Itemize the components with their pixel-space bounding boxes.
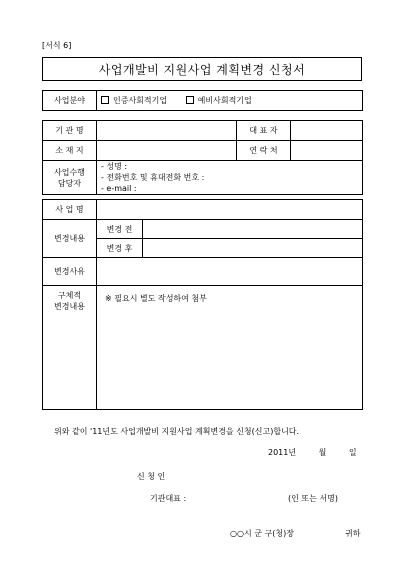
contact-field[interactable] — [291, 141, 363, 161]
change-details-table — [42, 199, 363, 410]
detail-note: ※ 필요시 별도 작성하여 첨부 — [105, 294, 207, 303]
after-field[interactable] — [143, 239, 363, 258]
applicant-info-table — [42, 90, 363, 195]
institution-rep-label: 기관대표 : — [150, 494, 187, 503]
manager-email-line: - e-mail : — [101, 184, 137, 193]
before-field[interactable] — [143, 220, 363, 239]
change-content-label: 변경내용 — [43, 220, 97, 258]
org-name-label: 기 관 명 — [43, 121, 97, 141]
before-label: 변경 전 — [97, 220, 143, 239]
applicant-label: 신 청 인 — [137, 472, 166, 481]
date-month: 월 — [318, 448, 327, 457]
contact-label: 연 락 처 — [237, 141, 291, 161]
representative-label: 대 표 자 — [237, 121, 291, 141]
application-statement: 위와 같이 '11년도 사업개발비 지원사업 계획변경을 신청(신고)합니다. — [54, 427, 300, 436]
after-label: 변경 후 — [97, 239, 143, 258]
date-year: 2011년 — [268, 448, 297, 457]
table-gap — [43, 111, 363, 121]
checkbox-icon[interactable] — [186, 96, 194, 104]
form-number: [서식 6] — [42, 41, 72, 50]
date-line — [268, 447, 377, 458]
honorific: 귀하 — [345, 529, 361, 538]
form-title: 사업개발비 지원사업 계획변경 신청서 — [42, 57, 362, 81]
address-field[interactable] — [97, 141, 237, 161]
manager-phone-line: - 전화번호 및 휴대전화 번호 : — [101, 173, 205, 182]
manager-name-line: - 성명 : — [101, 162, 128, 171]
detail-label: 구체적 변경내용 — [43, 286, 97, 410]
change-reason-label: 변경사유 — [43, 258, 97, 286]
checkbox-icon[interactable] — [101, 96, 109, 104]
certified-option[interactable]: 인증사회적기업 — [101, 95, 167, 106]
seal-label: (인 또는 서명) — [288, 494, 338, 503]
manager-label: 사업수행 담당자 — [43, 161, 97, 195]
business-field-label: 사업분야 — [43, 91, 97, 111]
detail-field[interactable] — [97, 286, 363, 410]
preliminary-option[interactable]: 예비사회적기업 — [186, 95, 252, 106]
representative-field[interactable] — [291, 121, 363, 141]
date-day: 일 — [348, 448, 357, 457]
project-name-label: 사 업 명 — [43, 200, 97, 220]
change-reason-field[interactable] — [97, 258, 363, 286]
org-name-field[interactable] — [97, 121, 237, 141]
business-field-options — [97, 91, 363, 111]
project-name-field[interactable] — [97, 200, 363, 220]
address-label: 소 재 지 — [43, 141, 97, 161]
manager-field[interactable] — [97, 161, 363, 195]
addressee: ○○시 군 구(청)장 — [230, 529, 294, 538]
